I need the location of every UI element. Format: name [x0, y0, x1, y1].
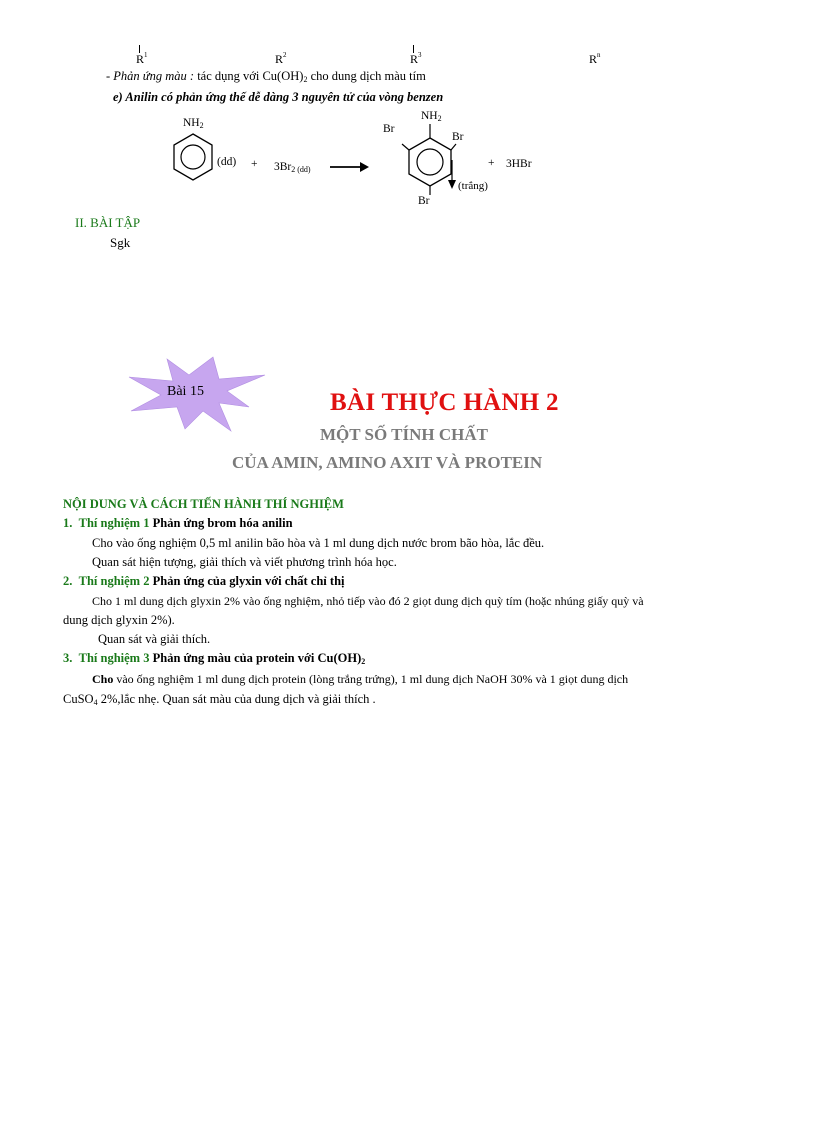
experiment-title: 1. Thí nghiệm 1 Phản ứng brom hóa anilin	[63, 516, 293, 530]
precipitate-arrow	[447, 160, 457, 190]
aniline-heading: e) Anilin có phản ứng thế dễ dàng 3 nguyên tử của vòng benzen	[113, 90, 444, 104]
hbr-product: 3HBr	[506, 158, 532, 170]
experiment-text: Quan sát và giải thích.	[98, 632, 211, 646]
r-group-label: $R^n$	[589, 51, 601, 66]
plus-sign: +	[251, 158, 258, 170]
br-right: Br	[452, 131, 464, 143]
experiment-text: dung dịch glyxin 2%).	[63, 613, 175, 627]
experiment-text: Quan sát hiện tượng, giải thích và viết phương trình hóa học.	[92, 555, 397, 569]
precipitate-label: (trắng)	[458, 180, 488, 192]
page-subtitle: CỦA AMIN, AMINO AXIT VÀ PROTEIN	[232, 453, 543, 472]
section-title: II. BÀI TẬP	[75, 215, 141, 230]
lesson-badge-text: Bài 15	[167, 384, 204, 399]
color-reaction-line: - Phản ứng màu : tác dụng với $Cu(OH)_2$ cho dung dịch màu tím	[106, 69, 426, 84]
experiment-text: CuSO$_4$ 2%,lắc nhẹ. Quan sát màu của dung dịch và giải thích .	[63, 692, 376, 707]
page-title: BÀI THỰC HÀNH 2	[330, 389, 559, 416]
experiment-title: 3. Thí nghiệm 3 Phản ứng màu của protein với $Cu(OH)_2$	[63, 651, 366, 666]
benzene-ring-left	[168, 130, 218, 190]
br-bottom: Br	[418, 195, 430, 207]
experiment-text: Cho 1 ml dung dịch glyxin 2% vào ống nghiệm, nhỏ tiếp vào đó 2 giọt dung dịch quỳ tím (hoặc nhúng giấy quỳ và	[92, 594, 644, 608]
br-left: Br	[383, 123, 395, 135]
nh2-right: $NH_2$	[421, 110, 442, 123]
section-text: Sgk	[110, 235, 131, 250]
reaction-arrow	[330, 161, 370, 173]
page-subtitle: MỘT SỐ TÍNH CHẤT	[320, 425, 488, 444]
experiment-title: 2. Thí nghiệm 2 Phản ứng của glyxin với chất chỉ thị	[63, 574, 345, 588]
r-group-label: $R^2$	[275, 51, 287, 66]
r-group-label: $R^3$	[410, 51, 422, 66]
content-heading: NỘI DUNG VÀ CÁCH TIẾN HÀNH THÍ NGHIỆM	[63, 497, 344, 511]
experiment-text: Cho vào ống nghiệm 0,5 ml anilin bão hòa và 1 ml dung dịch nước brom bão hòa, lắc đều.	[92, 536, 545, 550]
dd-label: (dd)	[217, 156, 237, 168]
bromine-reagent: $3Br_{2 (dd)}$	[274, 161, 311, 174]
nh2-left: $NH_2$	[183, 117, 204, 130]
r-group-label: $R^1$	[136, 51, 148, 66]
experiment-text: Cho vào ống nghiệm 1 ml dung dịch protein (lòng trắng trứng), 1 ml dung dịch NaOH 30% và 1 giọt dung dịch	[92, 672, 629, 686]
plus-sign: +	[488, 157, 495, 169]
color-reaction-label: - Phản ứng màu :	[106, 69, 195, 83]
